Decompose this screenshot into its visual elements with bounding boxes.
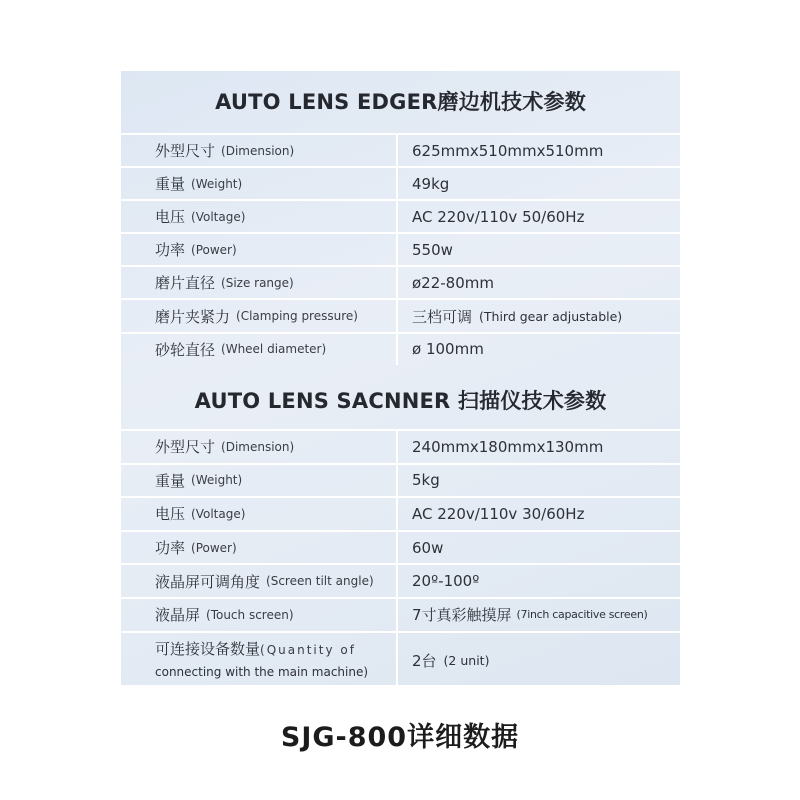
edger-spec-table: [121, 133, 680, 365]
spec-value: [398, 135, 680, 166]
spec-key-zh: 液晶屏: [155, 606, 201, 625]
spec-key: [121, 267, 398, 298]
table-row: [121, 631, 680, 688]
spec-key: [121, 334, 398, 365]
spec-value-text: 49kg: [412, 174, 450, 193]
spec-card: [121, 71, 680, 685]
spec-value: [398, 633, 680, 688]
spec-key-zh: 外型尺寸: [155, 438, 216, 457]
edger-section-title: AUTO LENS EDGER磨边机技术参数: [215, 90, 586, 114]
page-caption: SJG-800详细数据: [280, 722, 520, 753]
spec-value: [398, 300, 680, 331]
spec-value-text: AC 220v/110v 30/60Hz: [412, 504, 585, 523]
spec-key: [121, 431, 398, 463]
table-row: [121, 530, 680, 564]
spec-key-zh: 砂轮直径: [155, 340, 216, 359]
spec-value-text: 三档可调: [412, 307, 473, 326]
spec-key-zh: 功率: [155, 241, 186, 260]
spec-key-en: (Power): [191, 242, 237, 257]
spec-key: [121, 168, 398, 199]
spec-key-en: (Touch screen): [206, 607, 294, 622]
spec-key-zh: 液晶屏可调角度: [155, 572, 261, 591]
spec-value-text: ø22-80mm: [412, 273, 494, 292]
spec-key-zh: 可连接设备数量: [155, 639, 261, 658]
spec-key-line1: [155, 638, 356, 661]
spec-key-line2: connecting with the main machine): [155, 664, 369, 679]
spec-value-text: 60w: [412, 538, 444, 557]
spec-key: [121, 234, 398, 265]
spec-key-zh: 电压: [155, 505, 186, 524]
spec-key: [121, 300, 398, 331]
spec-value-text: ø 100mm: [412, 340, 484, 359]
spec-value: [398, 565, 680, 597]
spec-key-en: (Quantity of: [260, 642, 356, 657]
spec-key-zh: 磨片直径: [155, 274, 216, 293]
spec-value: [398, 334, 680, 365]
table-row: [121, 166, 680, 199]
spec-key-zh: 外型尺寸: [155, 142, 216, 161]
spec-value: [398, 267, 680, 298]
spec-key-en: (Voltage): [191, 209, 246, 224]
spec-key-zh: 电压: [155, 208, 186, 227]
spec-key: [121, 633, 398, 688]
spec-value-text: 2台: [412, 651, 437, 670]
spec-key-en: (Voltage): [191, 506, 246, 521]
scanner-section-title: AUTO LENS SACNNER 扫描仪技术参数: [194, 389, 607, 413]
table-row: [121, 463, 680, 497]
spec-value: [398, 201, 680, 232]
spec-key-en: (Clamping pressure): [236, 309, 358, 324]
spec-key: [121, 498, 398, 530]
spec-value: [398, 465, 680, 497]
spec-value-text: 5kg: [412, 471, 440, 490]
spec-key: [121, 201, 398, 232]
spec-value-en: (7inch capacitive screen): [516, 608, 648, 622]
spec-value-text: 625mmx510mmx510mm: [412, 141, 604, 160]
table-row: [121, 429, 680, 463]
table-row: [121, 232, 680, 265]
spec-value-text: 240mmx180mmx130mm: [412, 437, 604, 456]
spec-key-en: (Weight): [191, 473, 243, 488]
spec-key-zh: 重量: [155, 471, 186, 490]
spec-value-text: 7寸真彩触摸屏: [412, 606, 512, 625]
spec-key: [121, 465, 398, 497]
table-row: [121, 298, 680, 331]
spec-key-zh: 重量: [155, 175, 186, 194]
spec-key-en: (Dimension): [221, 143, 295, 158]
spec-key-zh: 磨片夹紧力: [155, 307, 231, 326]
spec-key-en: (Weight): [191, 176, 243, 191]
spec-key-en: (Power): [191, 540, 237, 555]
spec-key-zh: 功率: [155, 539, 186, 558]
spec-value: [398, 431, 680, 463]
table-row: [121, 563, 680, 597]
table-row: [121, 332, 680, 365]
spec-value: [398, 498, 680, 530]
spec-key: [121, 532, 398, 564]
table-row: [121, 265, 680, 298]
table-row: [121, 199, 680, 232]
spec-value: [398, 599, 680, 631]
spec-value: [398, 168, 680, 199]
table-row: [121, 133, 680, 166]
spec-key-en: (Dimension): [221, 439, 295, 454]
spec-key: [121, 135, 398, 166]
spec-value-text: 20º-100º: [412, 572, 480, 591]
spec-key-en: (Size range): [221, 275, 294, 290]
scanner-spec-table: [121, 429, 680, 688]
spec-value-text: AC 220v/110v 50/60Hz: [412, 207, 585, 226]
spec-value: [398, 532, 680, 564]
spec-key: [121, 565, 398, 597]
spec-value-en: (2 unit): [443, 652, 490, 668]
spec-value: [398, 234, 680, 265]
table-row: [121, 597, 680, 631]
spec-key-en: (Wheel diameter): [221, 342, 327, 357]
spec-value-text: 550w: [412, 240, 453, 259]
spec-key: [121, 599, 398, 631]
spec-key-en: (Screen tilt angle): [266, 574, 374, 589]
table-row: [121, 496, 680, 530]
spec-value-en: (Third gear adjustable): [479, 308, 623, 324]
